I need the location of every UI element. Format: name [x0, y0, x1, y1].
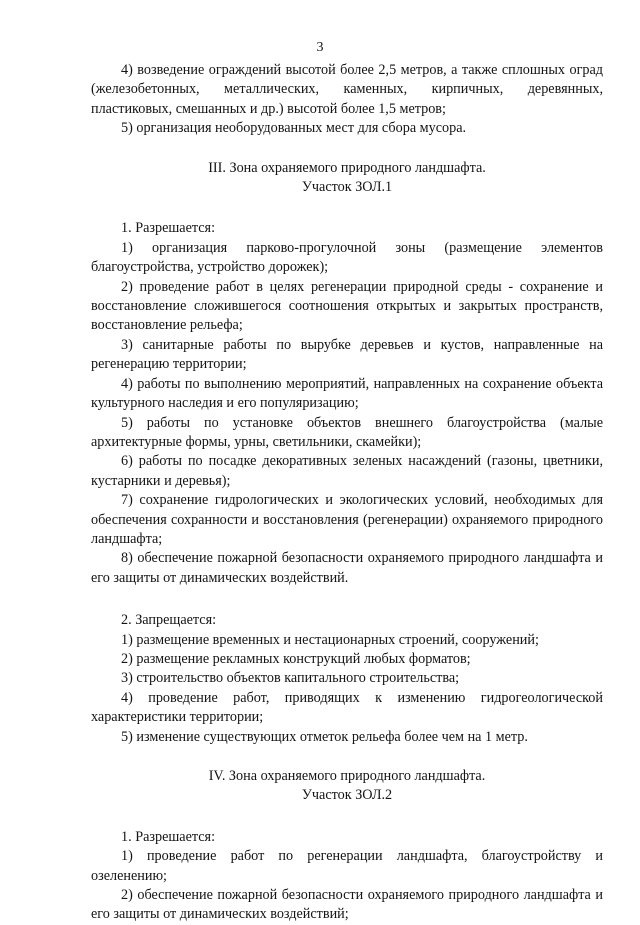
section-4-title: IV. Зона охраняемого природного ландшафта. — [208, 768, 486, 784]
page-number: 3 — [316, 40, 324, 55]
section-4-allowed-heading: 1. Разрешается: — [121, 828, 216, 845]
list-item-fences: 4) возведение ограждений высотой более 2,5 метров, а также сплошных оград (железобетонных, металлических, каменных, кирпичных, деревянных, пластиковых, смешанных и др.) высотой более 1,5 метров; — [91, 62, 603, 117]
document-body — [91, 61, 603, 925]
section-3-allowed-item: 4) работы по выполнению мероприятий, направленных на сохранение объекта культурного наследия и его популяризацию; — [91, 375, 603, 412]
section-3-forbidden-item: 1) размещение временных и нестационарных строений, сооружений; — [121, 631, 539, 648]
section-4-allowed-item: 1) проведение работ по регенерации ландшафта, благоустройству и озеленению; — [91, 848, 603, 884]
section-3-allowed-item: 3) санитарные работы по вырубке деревьев и кустов, направленные на регенерацию территории; — [91, 336, 603, 373]
section-3-forbidden-item: 4) проведение работ, приводящих к изменению гидрогеологической характеристики территории; — [91, 689, 603, 726]
section-3-allowed-item: 1) организация парково-прогулочной зоны (размещение элементов благоустройства, устройство дорожек); — [91, 239, 603, 276]
section-3-allowed-item: 7) сохранение гидрологических и экологических условий, необходимых для обеспечения сохранности и восстановления (регенерации) охраняемого природного ландшафта; — [91, 492, 603, 547]
section-3-allowed-item: 5) работы по установке объектов внешнего благоустройства (малые архитектурные формы, урны, светильники, скамейки); — [91, 414, 603, 450]
section-3-allowed-item: 6) работы по посадке декоративных зеленых насаждений (газоны, цветники, кустарники и деревья); — [91, 453, 603, 489]
section-3-forbidden-heading: 2. Запрещается: — [121, 612, 217, 629]
section-4-subtitle: Участок ЗОЛ.2 — [301, 787, 393, 804]
section-3-allowed-heading: 1. Разрешается: — [121, 220, 216, 237]
section-3-subtitle: Участок ЗОЛ.1 — [301, 179, 393, 196]
section-3-allowed-item: 8) обеспечение пожарной безопасности охраняемого природного ландшафта и его защиты от динамических воздействий. — [91, 550, 603, 586]
section-3-allowed-item: 2) проведение работ в целях регенерации природной среды - сохранение и восстановление сложившегося соотношения открытых и закрытых пространств, восстановление рельефа; — [91, 278, 603, 334]
list-item-garbage: 5) организация необорудованных мест для сбора мусора. — [121, 120, 467, 137]
section-3-title: III. Зона охраняемого природного ландшафта. — [208, 159, 486, 176]
section-3-forbidden-item: 3) строительство объектов капитального строительства; — [121, 670, 460, 687]
section-3-forbidden-item: 2) размещение рекламных конструкций любых форматов; — [121, 650, 471, 667]
section-4-allowed-item: 2) обеспечение пожарной безопасности охраняемого природного ландшафта и его защиты от динамических воздействий; — [91, 887, 603, 923]
section-3-forbidden-item: 5) изменение существующих отметок рельефа более чем на 1 метр. — [121, 728, 528, 745]
